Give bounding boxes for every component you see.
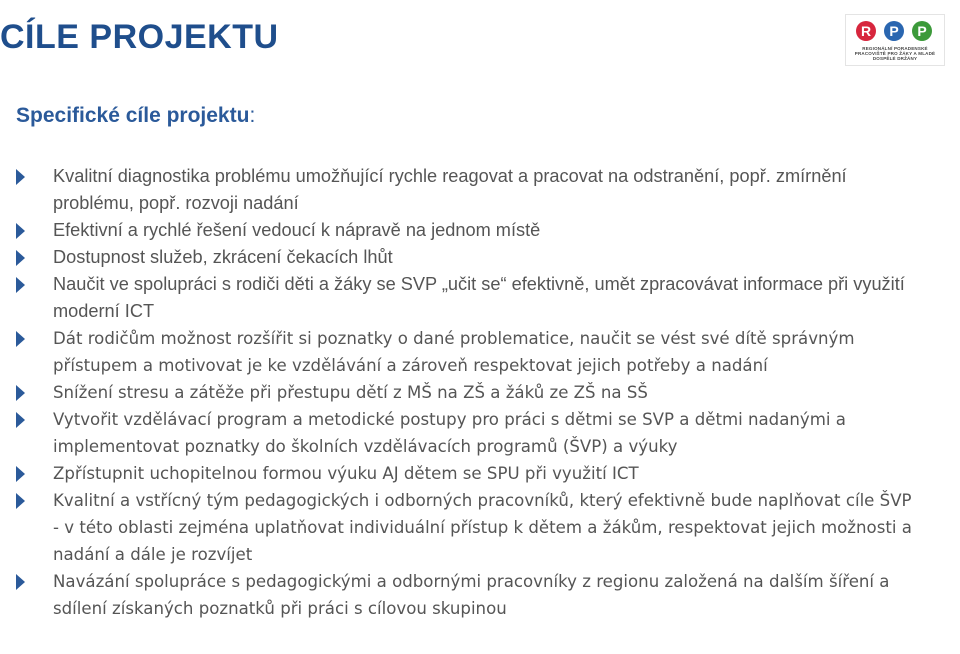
logo-letter-p1: P xyxy=(884,21,904,41)
list-item xyxy=(0,568,960,622)
list-item xyxy=(0,460,960,487)
subtitle-text: Specifické cíle projektu xyxy=(16,104,250,127)
bullet-arrow-icon xyxy=(16,223,25,239)
goals-list xyxy=(0,163,960,622)
bullet-arrow-icon xyxy=(16,466,25,482)
list-item-text: Dát rodičům možnost rozšířit si poznatky o dané problematice, naučit se vést své dítě správným přístupem a motivovat je ke vzdělávání a zároveň respektovat jejich potřeby a nadání xyxy=(53,329,855,375)
list-item-text: Navázání spolupráce s pedagogickými a odbornými pracovníky z regionu založená na dalším šíření a sdílení získaných poznatků při práci s cílovou skupinou xyxy=(53,572,890,618)
list-item-text: Zpřístupnit uchopitelnou formou výuku AJ dětem se SPU při využití ICT xyxy=(53,464,639,483)
list-item-text: Naučit ve spolupráci s rodiči děti a žáky se SVP „učit se“ efektivně, umět zpracovávat informace při využití moderní ICT xyxy=(53,274,905,321)
logo-letter-r: R xyxy=(856,21,876,41)
bullet-arrow-icon xyxy=(16,385,25,401)
logo-tagline: REGIONÁLNÍ PORADENSKÉ PRACOVIŠTĚ PRO ŽÁKY A MLADÉ DOSPĚLÉ DRŽÁNY xyxy=(854,46,936,61)
subtitle-colon: : xyxy=(249,104,256,127)
bullet-arrow-icon xyxy=(16,277,25,293)
list-item xyxy=(0,379,960,406)
list-item-text: Vytvořit vzdělávací program a metodické postupy pro práci s dětmi se SVP a dětmi nadanými a implementovat poznatky do školních vzdělávacích programů (ŠVP) a výuky xyxy=(53,410,846,456)
bullet-arrow-icon xyxy=(16,250,25,266)
list-item xyxy=(0,163,960,217)
list-item-text: Kvalitní diagnostika problému umožňující rychle reagovat a pracovat na odstranění, popř. zmírnění problému, popř. rozvoji nadání xyxy=(53,166,847,213)
slide-title: CÍLE PROJEKTU xyxy=(0,18,279,56)
logo-letter-p2: P xyxy=(912,21,932,41)
list-item-text: Efektivní a rychlé řešení vedoucí k nápravě na jednom místě xyxy=(53,220,541,240)
bullet-arrow-icon xyxy=(16,331,25,347)
list-item xyxy=(0,217,960,244)
list-item xyxy=(0,487,960,568)
list-item xyxy=(0,244,960,271)
list-item-text: Kvalitní a vstřícný tým pedagogických i odborných pracovníků, který efektivně bude naplňovat cíle ŠVP - v této oblasti zejména uplatňovat individuální přístup k dětem a žákům, respektovat jejich možnosti a nadání a dále je rozvíjet xyxy=(53,491,912,564)
bullet-arrow-icon xyxy=(16,574,25,590)
bullet-arrow-icon xyxy=(16,169,25,185)
list-item-text: Snížení stresu a zátěže při přestupu dětí z MŠ na ZŠ a žáků ze ZŠ na SŠ xyxy=(53,383,648,402)
section-subtitle xyxy=(16,104,255,128)
list-item xyxy=(0,271,960,325)
rpp-logo xyxy=(845,14,945,66)
bullet-arrow-icon xyxy=(16,412,25,428)
bullet-arrow-icon xyxy=(16,493,25,509)
list-item-text: Dostupnost služeb, zkrácení čekacích lhůt xyxy=(53,247,393,267)
list-item xyxy=(0,325,960,379)
list-item xyxy=(0,406,960,460)
